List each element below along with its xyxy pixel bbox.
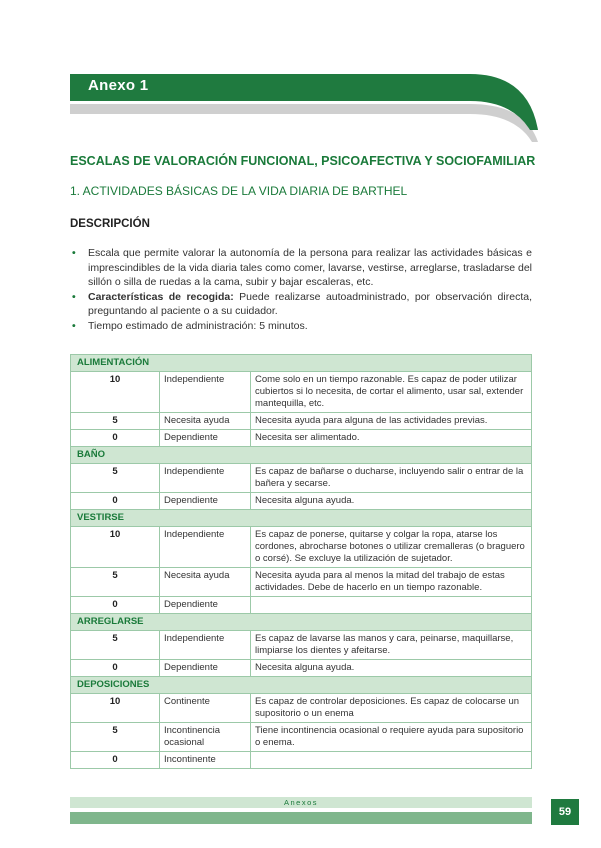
table-row (71, 568, 532, 597)
score-cell: 10 (71, 527, 160, 568)
description-cell: Es capaz de controlar deposiciones. Es capaz de colocarse un supositorio o un enema (251, 694, 532, 723)
description-bullet (70, 290, 532, 319)
score-cell: 5 (71, 464, 160, 493)
bullet-text: Tiempo estimado de administración: 5 minutos. (88, 319, 308, 332)
level-cell: Necesita ayuda (160, 568, 251, 597)
table-row (71, 527, 532, 568)
score-cell: 5 (71, 631, 160, 660)
annex-label: Anexo 1 (88, 77, 149, 94)
score-cell: 5 (71, 568, 160, 597)
category-row (71, 614, 532, 631)
score-cell: 0 (71, 430, 160, 447)
barthel-table (70, 354, 532, 769)
score-cell: 0 (71, 660, 160, 677)
score-cell: 5 (71, 413, 160, 430)
level-cell: Independiente (160, 372, 251, 413)
score-cell: 0 (71, 597, 160, 614)
description-cell (251, 752, 532, 769)
description-list (70, 246, 532, 333)
level-cell: Dependiente (160, 493, 251, 510)
category-row (71, 447, 532, 464)
table-row (71, 694, 532, 723)
category-row (71, 510, 532, 527)
subsection-title: 1. ACTIVIDADES BÁSICAS DE LA VIDA DIARIA DE BARTHEL (70, 184, 408, 198)
table-row (71, 413, 532, 430)
description-cell: Necesita alguna ayuda. (251, 660, 532, 677)
banner-accent-line (70, 101, 470, 103)
bullet-icon: • (72, 290, 76, 303)
banner-swoosh-shadow (70, 104, 538, 142)
description-cell: Es capaz de bañarse o ducharse, incluyendo salir o entrar de la bañera y secarse. (251, 464, 532, 493)
description-cell: Necesita ser alimentado. (251, 430, 532, 447)
table-row (71, 660, 532, 677)
bullet-bold-label: Características de recogida: (88, 290, 234, 303)
page-number: 59 (551, 799, 579, 825)
description-cell: Necesita ayuda para al menos la mitad del trabajo de estas actividades. Debe de hacerlo en un tiempo razonable. (251, 568, 532, 597)
description-cell (251, 597, 532, 614)
category-row (71, 355, 532, 372)
table-row (71, 493, 532, 510)
section-title: ESCALAS DE VALORACIÓN FUNCIONAL, PSICOAFECTIVA Y SOCIOFAMILIAR (70, 154, 536, 168)
level-cell: Independiente (160, 527, 251, 568)
level-cell: Continente (160, 694, 251, 723)
category-title: VESTIRSE (71, 510, 532, 527)
category-title: DEPOSICIONES (71, 677, 532, 694)
level-cell: Incontinente (160, 752, 251, 769)
level-cell: Independiente (160, 464, 251, 493)
level-cell: Dependiente (160, 597, 251, 614)
description-bullet (70, 319, 532, 334)
table-row (71, 631, 532, 660)
table-row (71, 597, 532, 614)
table-row (71, 430, 532, 447)
level-cell: Necesita ayuda (160, 413, 251, 430)
description-cell: Necesita ayuda para alguna de las actividades previas. (251, 413, 532, 430)
description-cell: Es capaz de lavarse las manos y cara, peinarse, maquillarse, limpiarse los dientes y afeitarse. (251, 631, 532, 660)
score-cell: 5 (71, 723, 160, 752)
level-cell: Independiente (160, 631, 251, 660)
bullet-icon: • (72, 247, 76, 259)
score-cell: 10 (71, 372, 160, 413)
category-title: BAÑO (71, 447, 532, 464)
table-row (71, 372, 532, 413)
footer-bar-lower (70, 812, 532, 824)
description-cell: Tiene incontinencia ocasional o requiere ayuda para supositorio o enema. (251, 723, 532, 752)
level-cell: Dependiente (160, 660, 251, 677)
category-title: ALIMENTACIÓN (71, 355, 532, 372)
description-cell: Es capaz de ponerse, quitarse y colgar la ropa, atarse los cordones, abrocharse botones o utilizar cremalleras (o braguero o corsé). Se excluye la utilización de sujetador. (251, 527, 532, 568)
bullet-text: Escala que permite valorar la autonomía de la persona para realizar las actividades básicas e imprescindibles de la vida diaria tales como comer, lavarse, vestirse, arreglarse, trasladarse del sillón o silla de ruedas a la cama, subir y bajar escaleras, etc. (88, 247, 532, 288)
description-heading: DESCRIPCIÓN (70, 218, 150, 230)
bullet-icon: • (72, 319, 76, 332)
description-cell: Come solo en un tiempo razonable. Es capaz de poder utilizar cubiertos si lo necesita, de cortar el alimento, usar sal, extender mantequilla, etc. (251, 372, 532, 413)
score-cell: 10 (71, 694, 160, 723)
level-cell: Dependiente (160, 430, 251, 447)
category-title: ARREGLARSE (71, 614, 532, 631)
annex-banner (0, 0, 601, 150)
score-cell: 0 (71, 493, 160, 510)
footer-label: Anexos (283, 798, 319, 807)
level-cell: Incontinencia ocasional (160, 723, 251, 752)
bullet-text: Puede realizarse autoadministrado, por observación directa, preguntando al paciente o a su cuidador. (88, 290, 532, 317)
table-row (71, 723, 532, 752)
category-row (71, 677, 532, 694)
description-cell: Necesita alguna ayuda. (251, 493, 532, 510)
score-cell: 0 (71, 752, 160, 769)
table-row (71, 464, 532, 493)
table-row (71, 752, 532, 769)
description-bullet (70, 246, 532, 290)
